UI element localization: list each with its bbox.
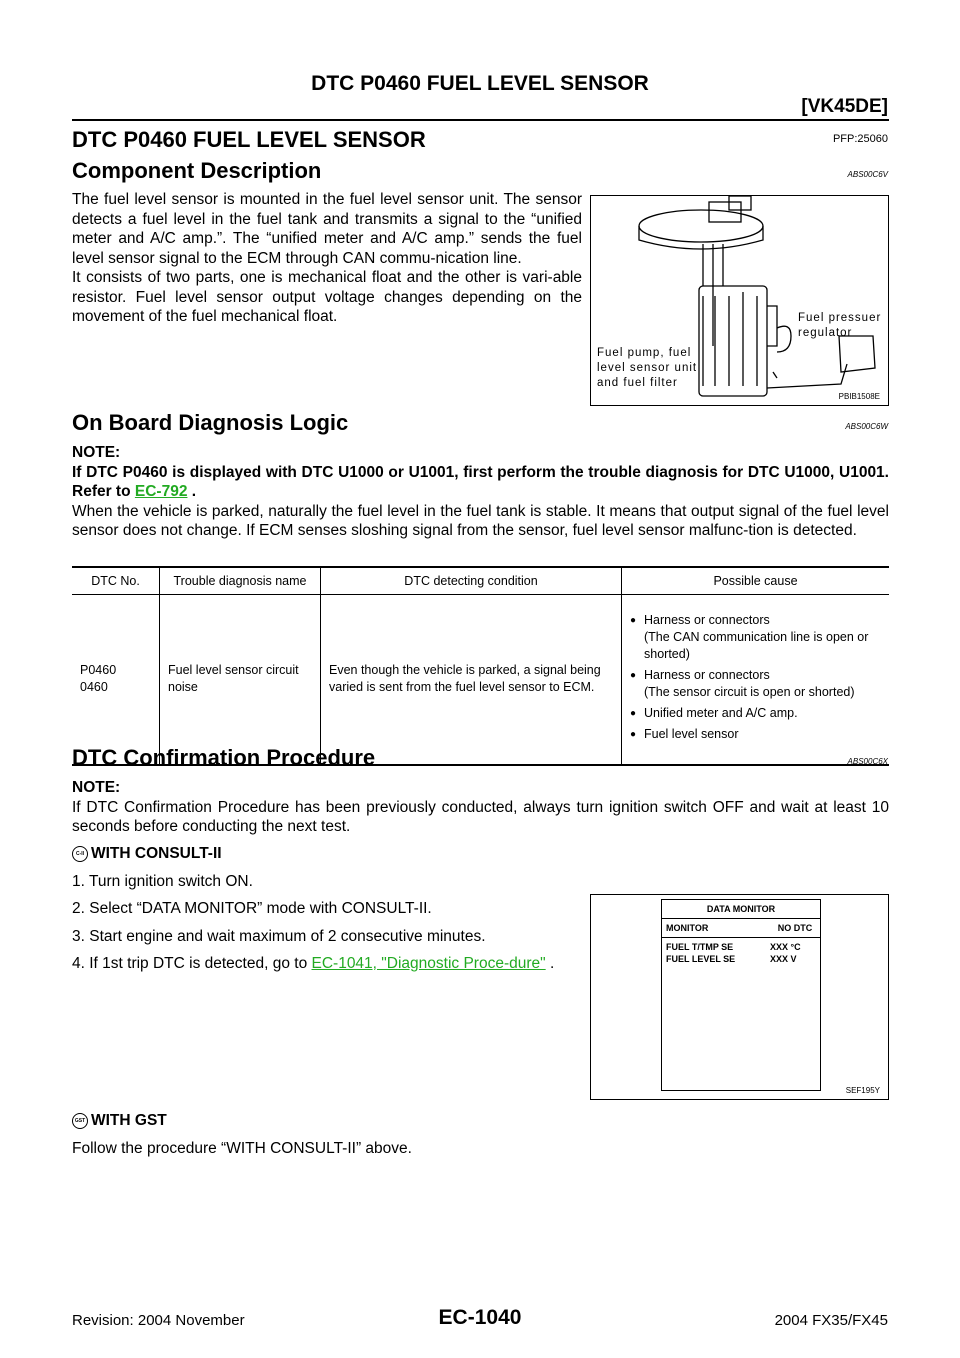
list-item <box>630 705 881 722</box>
cause-main: ● Harness or connectors <box>644 667 770 682</box>
monitor-item-value: XXX V <box>770 954 797 964</box>
monitor-item-name: FUEL T/TMP SE <box>666 942 734 952</box>
confirmation-code: ABS00C6X <box>847 757 888 766</box>
component-text <box>72 190 582 327</box>
figure-code: SEF195Y <box>845 1086 880 1095</box>
cause-cell <box>622 595 890 765</box>
component-paragraph-2: It consists of two parts, one is mechanical float and the other is vari-able resistor. Fuel level sensor output voltage changes depending on the movement of the fuel mechanical float. <box>72 269 582 325</box>
condition-cell: Even though the vehicle is parked, a signal being varied is sent from the fuel level sensor to ECM. <box>321 595 622 765</box>
list-item <box>630 667 881 701</box>
callout-pressure-regulator-line1: Fuel pressuer <box>798 312 882 324</box>
dtc-number-cell <box>72 595 160 765</box>
obd-note <box>72 443 889 541</box>
table-row <box>662 952 820 964</box>
trouble-name-cell: Fuel level sensor circuit noise <box>160 595 321 765</box>
callout-pressure-regulator-line2: regulator <box>798 327 853 339</box>
obd-note-tail: . <box>187 483 197 500</box>
list-item: 3. Start engine and wait maximum of 2 consecutive minutes. <box>72 927 486 945</box>
list-item <box>630 612 881 663</box>
consult-section <box>72 844 582 982</box>
list-item <box>630 726 881 743</box>
dtc-number-alt: 0460 <box>80 680 108 695</box>
cause-main: ● Fuel level sensor <box>644 726 739 741</box>
component-code: ABS00C6V <box>847 170 888 179</box>
confirmation-note <box>72 778 889 837</box>
confirm-note-label: NOTE: <box>72 779 121 796</box>
col-condition: DTC detecting condition <box>321 567 622 595</box>
callout-fuel-pump-line3: and fuel filter <box>597 377 678 389</box>
cause-sub: (The CAN communication line is open or shorted) <box>644 629 869 661</box>
component-paragraph-1: The fuel level sensor is mounted in the fuel level sensor unit. The sensor detects a fuel level in the fuel tank and transmits a signal to the “unified meter and A/C amp.”. The “unified meter and A/C amp.” sends the fuel level sensor signal to the ECM through CAN commu-nication line. <box>72 191 582 267</box>
figure-code: PBIB1508E <box>838 392 880 401</box>
confirm-note-text: If DTC Confirmation Procedure has been previously conducted, always turn ignition switch OFF and wait at least 10 seconds before conducting the next test. <box>72 798 889 835</box>
no-dtc-column: NO DTC <box>777 923 813 933</box>
col-possible-cause: Possible cause <box>622 567 890 595</box>
page-header-title: DTC P0460 FUEL LEVEL SENSOR <box>311 72 649 95</box>
cause-main: ● Unified meter and A/C amp. <box>644 705 798 720</box>
callout-fuel-pump-line1: Fuel pump, fuel <box>597 347 692 359</box>
page-number: EC-1040 <box>438 1306 522 1329</box>
list-item: 1. Turn ignition switch ON. <box>72 872 253 890</box>
callout-fuel-pump-line2: level sensor unit <box>597 362 698 374</box>
revision-label: Revision: 2004 November <box>72 1312 245 1329</box>
step4-prefix: 4. If 1st trip DTC is detected, go to <box>72 955 312 972</box>
gst-title: WITH GST <box>91 1112 167 1129</box>
gst-section <box>72 1111 582 1158</box>
model-label: 2004 FX35/FX45 <box>774 1312 888 1329</box>
consult-title: WITH CONSULT-II <box>91 845 222 862</box>
monitor-item-value: XXX °C <box>770 942 801 952</box>
table-row <box>72 595 889 765</box>
ec-792-link[interactable]: EC-792 <box>134 483 188 500</box>
obd-note-label: NOTE: <box>72 444 121 461</box>
obd-code: ABS00C6W <box>845 422 888 431</box>
ec-1041-link[interactable]: EC-1041, "Diagnostic Proce-dure" <box>311 955 546 972</box>
col-dtc-no: DTC No. <box>72 567 160 595</box>
consult-ii-icon: C-II <box>72 846 88 862</box>
data-monitor-figure <box>590 894 889 1100</box>
step4-tail: . <box>545 955 555 972</box>
monitor-item-name: FUEL LEVEL SE <box>666 954 736 964</box>
data-monitor-title: DATA MONITOR <box>662 900 820 919</box>
confirmation-heading: DTC Confirmation Procedure <box>72 745 376 770</box>
col-trouble-name: Trouble diagnosis name <box>160 567 321 595</box>
obd-text: When the vehicle is parked, naturally the fuel level in the fuel tank is stable. It means that output signal of the fuel level sensor does not change. If ECM senses sloshing signal from the sensor, fuel level sensor malfunc-tion is detected. <box>72 502 889 539</box>
gst-text: Follow the procedure “WITH CONSULT-II” above. <box>72 1139 412 1157</box>
cause-main: ● Harness or connectors <box>644 612 770 627</box>
obd-heading: On Board Diagnosis Logic <box>72 410 349 435</box>
fuel-pump-figure <box>590 195 889 406</box>
component-description-heading: Component Description <box>72 158 322 183</box>
table-row <box>662 938 820 952</box>
data-monitor-screen <box>661 899 821 1091</box>
pfp-code: PFP:25060 <box>832 133 888 145</box>
monitor-column: MONITOR <box>666 923 709 933</box>
dtc-table <box>72 566 889 766</box>
list-item: 2. Select “DATA MONITOR” mode with CONSULT-II. <box>72 900 432 917</box>
obd-note-text: If DTC P0460 is displayed with DTC U1000 or U1001, first perform the trouble diagnosis for DTC U1000, U1001. Refer to <box>72 463 889 500</box>
list-item <box>72 954 582 974</box>
section-title: DTC P0460 FUEL LEVEL SENSOR <box>72 127 426 152</box>
gst-icon: GST <box>72 1113 88 1129</box>
engine-code: [VK45DE] <box>801 96 888 117</box>
header-rule <box>72 119 889 121</box>
dtc-number: P0460 <box>80 663 117 678</box>
cause-sub: (The sensor circuit is open or shorted) <box>644 684 855 699</box>
